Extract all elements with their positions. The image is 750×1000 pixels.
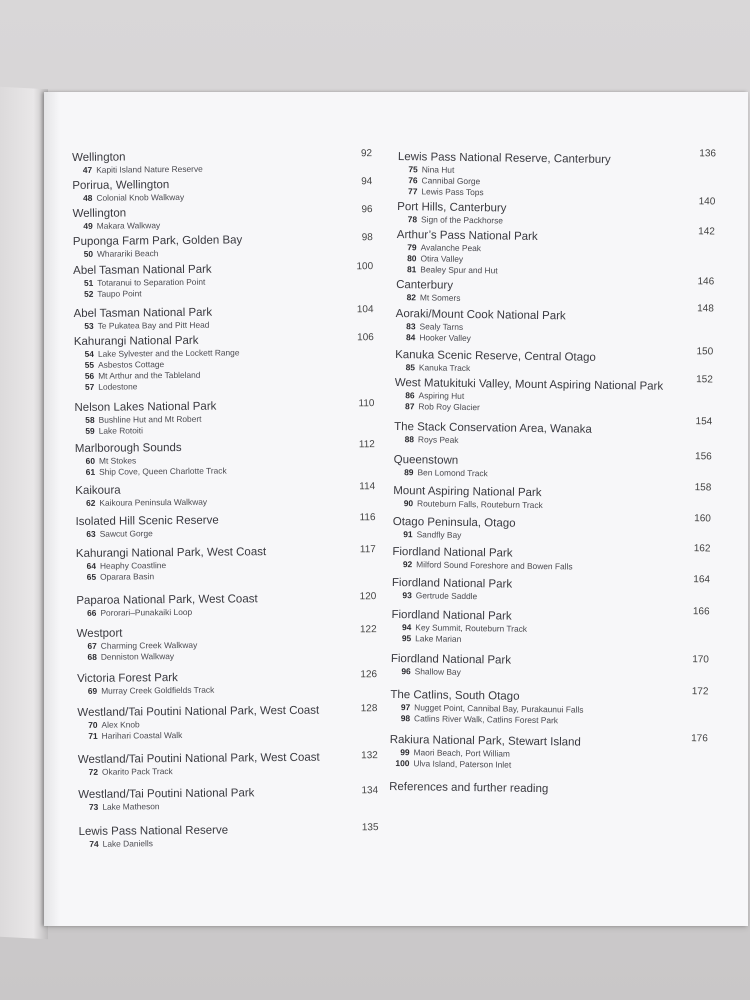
walk-number: 60 [85, 455, 96, 466]
walk-name: Hooker Valley [419, 332, 471, 344]
walk-number: 86 [405, 390, 415, 401]
walk-name: Kapiti Island Nature Reserve [96, 163, 203, 175]
page-number: 122 [359, 624, 377, 636]
walk-number: 67 [87, 640, 97, 651]
walk-name: Asbestos Cottage [98, 359, 165, 370]
walk-name: Denniston Walkway [100, 651, 175, 662]
walk-number: 84 [405, 332, 416, 343]
contents-entry [391, 608, 721, 649]
contents-entry [395, 348, 725, 378]
page-number: 126 [360, 669, 378, 681]
contents-entry [73, 232, 385, 260]
contents-entry [74, 398, 386, 437]
location-heading: West Matukituki Valley, Mount Aspiring National Park [394, 376, 664, 393]
walk-number: 79 [407, 242, 417, 253]
contents-entry [392, 545, 722, 575]
walk-name: Ulva Island, Paterson Inlet [413, 758, 512, 770]
location-heading: Port Hills, Canterbury [397, 200, 507, 215]
contents-entry [394, 416, 724, 450]
walk-name: Okarito Pack Track [101, 766, 173, 777]
walk-number: 66 [87, 607, 97, 618]
page-number: 156 [694, 451, 712, 463]
contents-entry [391, 652, 721, 682]
location-heading: Aoraki/Mount Cook National Park [395, 307, 566, 323]
location-heading: Westland/Tai Poutini National Park, West Coast [77, 704, 320, 719]
walk-number: 77 [408, 186, 418, 197]
contents-entry [72, 176, 384, 204]
walk-name: Mt Somers [419, 292, 461, 303]
contents-entry [78, 785, 390, 813]
location-heading: References and further reading [389, 780, 549, 796]
walk-name: Kanuka Track [418, 362, 471, 374]
page-number: 140 [698, 196, 716, 208]
walk-number: 82 [406, 292, 417, 303]
walk-name: Routeburn Falls, Routeburn Track [416, 498, 543, 511]
walk-name: Shallow Bay [414, 666, 461, 677]
walk-name: Key Summit, Routeburn Track [415, 622, 528, 634]
walk-name: Nugget Point, Cannibal Bay, Purakaunui Falls [414, 702, 584, 715]
walk-number: 65 [86, 571, 97, 582]
walk-number: 72 [88, 766, 99, 777]
walk-number: 78 [407, 214, 418, 225]
page-number: 112 [358, 439, 375, 451]
location-heading: The Catlins, South Otago [390, 688, 520, 703]
contents-entry [392, 576, 722, 606]
walk-name: Lake Sylvester and the Lockett Range [97, 347, 240, 359]
location-heading: The Stack Conservation Area, Wanaka [394, 420, 592, 436]
location-heading: Wellington [72, 151, 126, 164]
walk-name: Ship Cove, Queen Charlotte Track [99, 465, 227, 477]
walk-number: 73 [88, 801, 99, 812]
contents-entry [77, 703, 389, 742]
page-number: 132 [361, 750, 378, 762]
walk-name: Oparara Basin [100, 571, 155, 582]
contents-entry [75, 512, 387, 540]
walk-number: 75 [408, 164, 418, 175]
contents-entry [74, 332, 387, 393]
walk-name: Sandfly Bay [416, 529, 462, 540]
walk-number: 100 [395, 758, 410, 769]
page-number: 152 [696, 374, 713, 386]
page-number: 150 [696, 346, 714, 358]
walk-name: Sealy Tarns [419, 321, 464, 332]
walk-number: 68 [87, 651, 97, 662]
walk-name: Lake Matheson [102, 801, 160, 812]
page-number: 172 [691, 686, 709, 698]
walk-name: Gertrude Saddle [415, 590, 478, 602]
page-number: 170 [692, 654, 709, 666]
walk-number: 93 [402, 590, 412, 601]
contents-entry [393, 484, 723, 514]
walk-number: 57 [84, 381, 95, 392]
walk-number: 54 [84, 348, 94, 359]
location-heading: Abel Tasman National Park [73, 263, 212, 277]
contents-entry [78, 750, 390, 778]
walk-number: 94 [401, 622, 412, 633]
walk-number: 97 [400, 702, 411, 713]
walk-number: 49 [83, 220, 93, 231]
contents-entry [393, 515, 723, 545]
page-number: 176 [691, 733, 708, 745]
location-heading: Puponga Farm Park, Golden Bay [72, 234, 243, 248]
walk-number: 58 [85, 414, 95, 425]
contents-entry [73, 261, 385, 300]
walk-name: Kaikoura Peninsula Walkway [99, 496, 208, 508]
walk-name: Pororari–Punakaiki Loop [100, 606, 193, 618]
walk-number: 76 [408, 175, 418, 186]
walk-number: 91 [403, 529, 413, 540]
location-heading: Porirua, Wellington [72, 179, 170, 192]
contents-entry [77, 624, 389, 663]
walk-number: 50 [83, 248, 94, 259]
walk-number: 95 [401, 633, 412, 644]
walk-name: Lake Daniells [102, 838, 153, 849]
location-heading: Isolated Hill Scenic Reserve [75, 514, 219, 528]
walk-name: Sawcut Gorge [99, 528, 153, 539]
page-number: 100 [356, 261, 374, 273]
contents-entry [78, 822, 390, 850]
location-heading: Kaikoura [75, 484, 121, 497]
walk-number: 92 [402, 559, 413, 570]
walk-number: 85 [405, 362, 416, 373]
page-number: 160 [694, 513, 711, 525]
walk-number: 61 [85, 466, 96, 477]
walk-name: Bealey Spur and Hut [420, 264, 498, 276]
page-number: 154 [695, 416, 713, 428]
walk-number: 70 [88, 719, 98, 730]
page-number: 106 [357, 332, 374, 344]
walk-name: Charming Creek Walkway [100, 639, 198, 651]
location-heading: Marlborough Sounds [74, 441, 182, 455]
contents-entry [393, 453, 723, 483]
walk-name: Avalanche Peak [420, 242, 482, 254]
page-number: 164 [693, 574, 711, 586]
walk-number: 48 [83, 192, 93, 203]
walk-number: 88 [404, 434, 415, 445]
page-number: 116 [359, 512, 376, 524]
walk-number: 51 [83, 277, 94, 288]
contents-entry [390, 688, 720, 729]
walk-number: 53 [84, 320, 94, 331]
walk-number: 59 [85, 425, 95, 436]
walk-name: Lodestone [98, 381, 138, 392]
page-number: 94 [361, 176, 373, 188]
contents-entry [394, 376, 724, 417]
location-heading: Kahurangi National Park, West Coast [75, 546, 267, 560]
contents-entry [77, 669, 389, 697]
walk-number: 71 [88, 730, 98, 741]
walk-name: Te Pukatea Bay and Pitt Head [97, 319, 210, 331]
walk-name: Wharariki Beach [96, 248, 159, 259]
walk-number: 83 [406, 321, 416, 332]
walk-number: 62 [86, 497, 96, 508]
page-number: 128 [360, 703, 378, 715]
page-number: 166 [692, 606, 710, 618]
location-heading: Westland/Tai Poutini National Park [78, 787, 255, 801]
contents-entry [75, 439, 387, 478]
walk-number: 74 [89, 838, 99, 849]
walk-name: Lake Marian [415, 633, 462, 644]
page-number: 98 [361, 232, 373, 244]
contents-entry [397, 196, 727, 230]
page-number: 134 [361, 785, 379, 797]
location-heading: Otago Peninsula, Otago [392, 515, 516, 530]
contents-entry [396, 278, 726, 308]
location-heading: Rakiura National Park, Stewart Island [389, 733, 581, 749]
walk-number: 89 [404, 467, 414, 478]
location-heading: Queenstown [393, 453, 459, 467]
location-heading: Victoria Forest Park [77, 672, 178, 685]
location-heading: Arthur’s Pass National Park [396, 228, 538, 243]
walk-name: Sign of the Packhorse [420, 214, 504, 226]
walk-name: Colonial Knob Walkway [96, 191, 185, 203]
walk-name: Bushline Hut and Mt Robert [98, 413, 202, 425]
walk-number: 80 [407, 253, 417, 264]
walk-number: 52 [83, 288, 94, 299]
walk-number: 69 [87, 685, 98, 696]
walk-name: Roys Peak [417, 434, 459, 445]
location-heading: Abel Tasman National Park [73, 306, 213, 320]
contents-entry [76, 591, 388, 619]
walk-name: Maori Beach, Port William [413, 747, 510, 759]
left-page-edge [0, 87, 48, 940]
walk-name: Nina Hut [421, 164, 455, 175]
walk-name: Mt Stokes [98, 455, 137, 466]
contents-entry [389, 733, 719, 774]
walk-name: Milford Sound Foreshore and Bowen Falls [416, 559, 573, 572]
walk-name: Taupo Point [97, 288, 142, 299]
walk-name: Alex Knob [101, 719, 140, 730]
location-heading: Lewis Pass National Reserve, Canterbury [397, 150, 611, 166]
page-number: 148 [697, 303, 714, 315]
location-heading: Kahurangi National Park [73, 334, 199, 348]
page-number: 117 [359, 544, 376, 556]
walk-number: 47 [82, 164, 93, 175]
location-heading: Lewis Pass National Reserve [78, 824, 229, 838]
walk-name: Heaphy Coastline [99, 560, 167, 571]
location-heading: Wellington [72, 207, 127, 220]
location-heading: Paparoa National Park, West Coast [76, 593, 258, 607]
page-number: 96 [361, 204, 373, 216]
walk-number: 55 [84, 359, 95, 370]
location-heading: Westport [76, 627, 123, 640]
walk-name: Catlins River Walk, Catlins Forest Park [413, 713, 559, 726]
contents-entry [72, 148, 384, 176]
walk-name: Otira Valley [420, 253, 464, 264]
walk-name: Totaranui to Separation Point [97, 276, 206, 288]
contents-entry [395, 303, 725, 348]
page-number: 110 [358, 398, 375, 410]
walk-name: Ben Lomond Track [417, 467, 488, 479]
walk-number: 98 [400, 713, 411, 724]
walk-number: 90 [403, 498, 414, 509]
walk-name: Aspiring Hut [418, 390, 465, 401]
walk-name: Lake Rotoiti [98, 425, 143, 436]
walk-name: Lewis Pass Tops [421, 186, 484, 198]
location-heading: Nelson Lakes National Park [74, 400, 217, 414]
walk-number: 81 [406, 264, 417, 275]
contents-entry [397, 150, 728, 202]
walk-number: 64 [86, 560, 97, 571]
location-heading: Fiordland National Park [391, 576, 513, 591]
walk-number: 99 [400, 747, 410, 758]
spine-shadow [44, 92, 60, 926]
location-heading: Kanuka Scenic Reserve, Central Otago [395, 348, 596, 364]
page-number: 136 [699, 148, 717, 160]
page-number: 162 [693, 543, 711, 555]
walk-number: 56 [84, 370, 95, 381]
location-heading: Fiordland National Park [391, 608, 512, 623]
contents-entry [73, 304, 385, 332]
walk-number: 87 [405, 401, 415, 412]
walk-number: 63 [86, 528, 96, 539]
location-heading: Westland/Tai Poutini National Park, West Coast [77, 751, 320, 766]
walk-name: Harihari Coastal Walk [101, 729, 183, 741]
page-number: 114 [359, 481, 376, 493]
walk-name: Makara Walkway [96, 220, 161, 231]
contents-entry [75, 481, 387, 509]
walk-number: 96 [401, 666, 411, 677]
walk-name: Mt Arthur and the Tableland [98, 369, 201, 381]
contents-entry [73, 204, 385, 232]
page-number: 104 [356, 304, 374, 316]
walk-name: Murray Creek Goldfields Track [101, 684, 215, 696]
location-heading: Fiordland National Park [390, 652, 512, 667]
location-heading: Fiordland National Park [392, 545, 513, 560]
location-heading: Mount Aspiring National Park [393, 484, 542, 500]
location-heading: Canterbury [396, 278, 454, 292]
page-number: 146 [697, 276, 715, 288]
walk-name: Cannibal Gorge [421, 175, 481, 187]
page-number: 158 [694, 482, 712, 494]
walk-name: Rob Roy Glacier [418, 401, 480, 413]
contents-entry [396, 228, 727, 280]
page-number: 120 [359, 591, 377, 603]
page-number: 92 [360, 148, 373, 160]
page-number: 142 [698, 226, 715, 238]
contents-entry [76, 544, 388, 583]
page-number: 135 [361, 822, 379, 834]
